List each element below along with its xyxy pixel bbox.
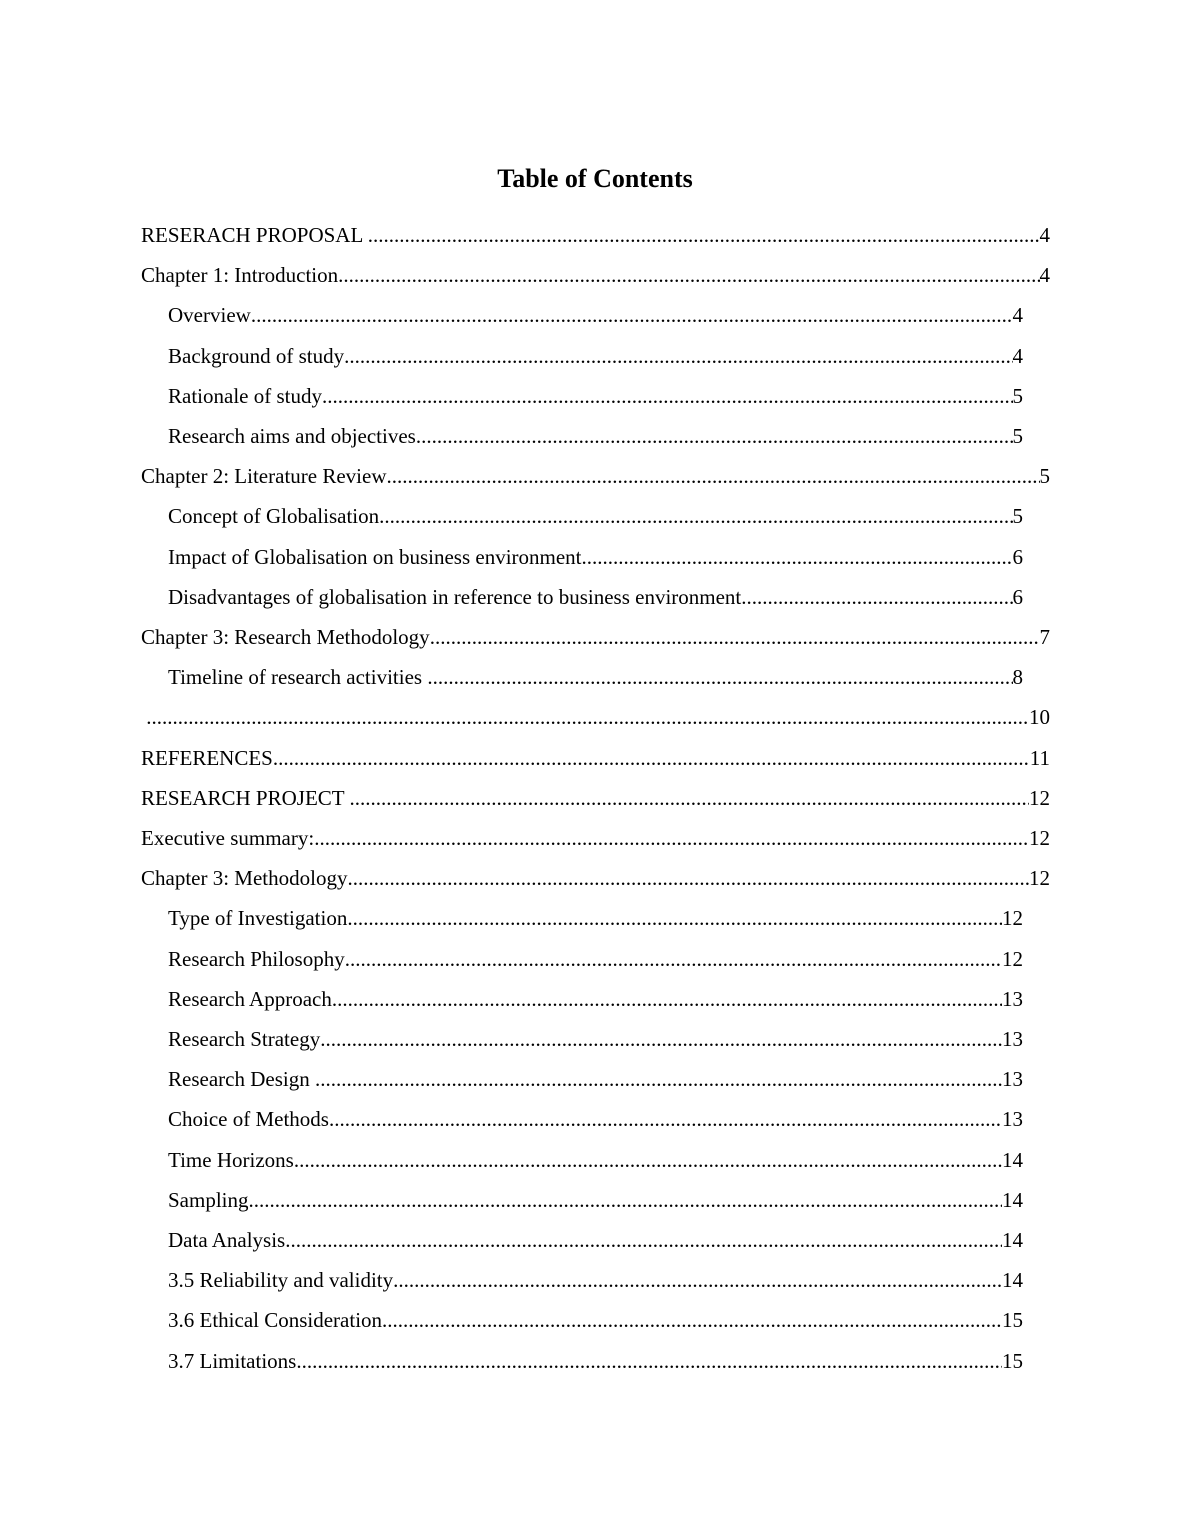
toc-entry-text: Timeline of research activities (168, 665, 428, 690)
toc-entry[interactable] (168, 383, 1023, 409)
toc-page-number: 13 (1002, 986, 1023, 1011)
toc-dot-leader (344, 343, 1012, 369)
toc-dot-leader (314, 825, 1029, 851)
toc-entry[interactable] (168, 1026, 1023, 1052)
toc-title: Table of Contents (497, 164, 693, 193)
toc-entry[interactable] (168, 1106, 1023, 1132)
toc-entry-text: Chapter 3: Research Methodology (141, 625, 430, 649)
toc-dot-leader (249, 1187, 1002, 1213)
toc-page-number: 4 (1039, 223, 1050, 247)
toc-entry-text: Concept of Globalisation (168, 504, 380, 529)
toc-dot-leader (382, 1307, 1002, 1333)
toc-page-number: 7 (1039, 625, 1050, 649)
toc-page-number: 12 (1029, 785, 1050, 810)
toc-page-number: 14 (1002, 1228, 1023, 1252)
toc-entry[interactable] (141, 262, 1050, 288)
toc-entry[interactable] (141, 745, 1050, 771)
toc-entry[interactable] (141, 704, 1050, 730)
toc-entry-text: Research aims and objectives (168, 424, 416, 448)
toc-page-number: 15 (1002, 1308, 1023, 1333)
toc-entry-text: Research Strategy (168, 1027, 321, 1051)
toc-entry-text: Background of study (168, 343, 345, 368)
toc-entry[interactable] (168, 1267, 1023, 1293)
toc-entry-text: Disadvantages of globalisation in reference to business environment (168, 584, 742, 609)
toc-page-number: 8 (1012, 665, 1023, 690)
toc-page-number: 4 (1012, 303, 1023, 328)
toc-dot-leader (285, 1227, 1002, 1253)
toc-entry-text: Research Approach (168, 986, 332, 1011)
toc-entry[interactable] (141, 624, 1050, 650)
toc-entry-text: 3.6 Ethical Consideration (168, 1308, 383, 1333)
toc-entry[interactable] (168, 664, 1023, 690)
toc-dot-leader (427, 664, 1012, 690)
toc-entry-text: Rationale of study (168, 383, 322, 408)
toc-entry[interactable] (168, 584, 1023, 610)
toc-page-number: 14 (1002, 1268, 1023, 1293)
toc-dot-leader (296, 1348, 1002, 1374)
toc-page-number: 5 (1012, 424, 1023, 448)
toc-page-number: 12 (1002, 946, 1023, 971)
toc-entry-text: Data Analysis (168, 1228, 286, 1252)
toc-entry-text: Chapter 3: Methodology (141, 866, 348, 891)
toc-dot-leader (347, 905, 1002, 931)
toc-page-number: 5 (1012, 504, 1023, 529)
toc-page-number: 14 (1002, 1187, 1023, 1212)
toc-page-number: 5 (1039, 464, 1050, 489)
toc-dot-leader (338, 262, 1039, 288)
toc-entry[interactable] (168, 423, 1023, 449)
toc-page-number: 4 (1039, 263, 1050, 288)
toc-dot-leader (332, 986, 1002, 1012)
toc-entry[interactable] (168, 343, 1023, 369)
toc-entry[interactable] (168, 986, 1023, 1012)
toc-entry-text: Sampling (168, 1187, 249, 1212)
toc-entry-text: REFERENCES (141, 745, 273, 770)
toc-entry[interactable] (168, 1348, 1023, 1374)
toc-dot-leader (345, 946, 1002, 972)
toc-entry[interactable] (141, 865, 1050, 891)
toc-page-number: 6 (1012, 584, 1023, 609)
toc-entry-text: Choice of Methods (168, 1107, 329, 1132)
toc-entry[interactable] (168, 905, 1023, 931)
toc-entry[interactable] (168, 1227, 1023, 1253)
toc-page-number: 15 (1002, 1348, 1023, 1373)
toc-dot-leader (582, 544, 1013, 570)
toc-entry[interactable] (141, 785, 1050, 811)
toc-dot-leader (347, 865, 1029, 891)
toc-dot-leader (146, 704, 1029, 730)
toc-page-number: 12 (1029, 826, 1050, 850)
toc-dot-leader (320, 1026, 1002, 1052)
toc-entry[interactable] (168, 1307, 1023, 1333)
toc-entry[interactable] (168, 1187, 1023, 1213)
toc-entry-text: Impact of Globalisation on business environment (168, 544, 582, 569)
toc-entry-text: Overview (168, 303, 251, 328)
toc-entry-text: Time Horizons (168, 1147, 294, 1172)
toc-page-number: 4 (1012, 343, 1023, 368)
toc-entry-text: 3.5 Reliability and validity (168, 1268, 394, 1293)
toc-dot-leader (273, 745, 1030, 771)
toc-dot-leader (416, 423, 1013, 449)
toc-entry[interactable] (141, 825, 1050, 851)
toc-entry[interactable] (168, 544, 1023, 570)
toc-dot-leader (329, 1106, 1002, 1132)
toc-entry[interactable] (168, 302, 1023, 328)
toc-dot-leader (350, 785, 1030, 811)
toc-page-number: 12 (1002, 906, 1023, 931)
toc-entry[interactable] (168, 503, 1023, 529)
toc-dot-leader (393, 1267, 1002, 1293)
toc-page-number: 5 (1012, 383, 1023, 408)
toc-entry-text: Chapter 1: Introduction (141, 263, 339, 288)
toc-page-number: 10 (1029, 705, 1050, 730)
toc-entry-text: 3.7 Limitations (168, 1348, 297, 1373)
toc-dot-leader (368, 222, 1040, 248)
toc-dot-leader (387, 463, 1040, 489)
toc-entry-text: Research Philosophy (168, 946, 345, 971)
toc-dot-leader (315, 1066, 1002, 1092)
toc-dot-leader (251, 302, 1013, 328)
toc-entry-text: Type of Investigation (168, 906, 348, 931)
toc-entry[interactable] (141, 222, 1050, 248)
toc-entry[interactable] (141, 463, 1050, 489)
toc-entry[interactable] (168, 1066, 1023, 1092)
toc-page-number: 14 (1002, 1147, 1023, 1172)
toc-page-number: 11 (1029, 745, 1050, 770)
toc-entry-text: RESERACH PROPOSAL (141, 223, 368, 247)
toc-page-number: 6 (1012, 544, 1023, 569)
toc-page-number: 13 (1002, 1107, 1023, 1132)
toc-entry[interactable] (168, 946, 1023, 972)
toc-dot-leader (741, 584, 1012, 610)
toc-page-number: 12 (1029, 866, 1050, 891)
toc-page-number: 13 (1002, 1027, 1023, 1051)
toc-page-number: 13 (1002, 1067, 1023, 1092)
toc-dot-leader (294, 1147, 1002, 1173)
toc-entry[interactable] (168, 1147, 1023, 1173)
toc-dot-leader (379, 503, 1012, 529)
toc-dot-leader (322, 383, 1013, 409)
toc-entry-text: Chapter 2: Literature Review (141, 464, 387, 489)
toc-entry-text: Executive summary: (141, 826, 315, 850)
toc-entry-text: RESEARCH PROJECT (141, 785, 350, 810)
toc-entry-text: Research Design (168, 1067, 315, 1092)
toc-dot-leader (430, 624, 1040, 650)
